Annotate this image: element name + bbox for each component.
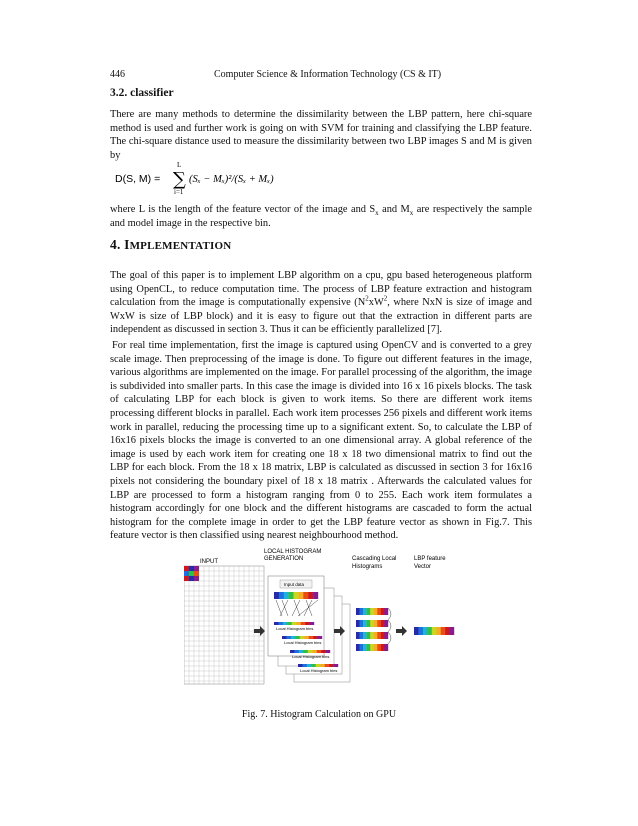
input-data-spectrum	[303, 592, 308, 599]
local-bin-spectrum	[311, 664, 316, 667]
running-title: Computer Science & Information Technology (CS & IT)	[214, 69, 442, 80]
local-bin-spectrum	[312, 650, 317, 653]
cascade-histogram-bar	[363, 620, 367, 627]
paragraph-realtime-implementation: For real time implementation, first the image is captured using OpenCV and is converted to a grey scale image. Then preprocessing of the image is done. To figure out different features in the image, various algorithms are implemented on the image. For parallel processing of the algorithm, the image is subdivided into smaller parts. In this case the image is divided into 16 x 16 pixels blocks. The task of calculating LBP for each block is given to work items. So there are different work items processing different blocks in parallel. Each work item processes 256 pixels and different work items work in parallel, reducing the processing time up to a significant extent. So, to calculate the LBP of 16x16 pixels blocks the image is converted to an one dimensional array. A global reference of the image is used by each work item for creating one 18 x 18 two dimensional matrix to find out the LBP for each block. From the 18 x 18 matrix, LBP is calculated as discussed in section 3 for 16x16 pixels not considering the boundary pixel of 18 x 18 matrix . Afterwards the calculated values for LBP are processed to form a histogram ranging from 0 to 255. Each work item formulates a histogram accordingly for one block and the different histograms are cascaded to form the actual histogram for the complete image in order to get the LBP feature vector as shown in Fig.7. This feature vector is then classified using nearest neighbourhood method.	[110, 340, 532, 542]
local-bin-spectrum	[318, 636, 323, 639]
formula-sigma: ∑	[173, 169, 186, 190]
lbp-vector-bar	[423, 627, 428, 635]
cascading-histograms	[356, 608, 388, 651]
cascade-histogram-bar	[360, 608, 364, 615]
local-bin-spectrum	[300, 636, 305, 639]
input-pixel-block	[189, 576, 194, 581]
cascade-histogram-bar	[356, 620, 360, 627]
cascade-histogram-bar	[356, 632, 360, 639]
input-image-grid	[184, 566, 264, 684]
cascade-histogram-bar	[363, 608, 367, 615]
cascade-histogram-bar	[381, 608, 385, 615]
local-bin-spectrum	[282, 636, 287, 639]
paragraph-goal: The goal of this paper is to implement LBP algorithm on a cpu, gpu based heterogeneous platform using OpenCL, to reduce computation time. The process of LBP feature extraction and histogram calculation from the image is computationally expensive ($N^2xW^2$, where NxN is size of image and WxW is size of LBP block) and it is easy to figure out that the extraction in different parts are independent as discussed in section 3. Thus it can be efficiently parallelized [7].	[110, 270, 532, 336]
local-bin-spectrum	[308, 650, 313, 653]
local-bin-label: Local Histogram bins	[276, 626, 314, 631]
input-data-spectrum	[279, 592, 284, 599]
input-pixel-block	[189, 571, 194, 576]
label-local-histogram-1: LOCAL HISTOGRAM	[264, 549, 322, 555]
lbp-feature-vector	[414, 627, 454, 635]
input-data-spectrum	[284, 592, 289, 599]
local-bin-spectrum	[307, 664, 312, 667]
formula-sum-lower: i=1	[174, 188, 184, 196]
section-heading-3-2: 3.2. classifier	[110, 87, 174, 99]
cascade-histogram-bar	[370, 644, 374, 651]
cascade-histogram-bar	[356, 644, 360, 651]
cascade-histogram-bar	[377, 632, 381, 639]
cascade-histogram-bar	[356, 608, 360, 615]
lbp-vector-bar	[450, 627, 455, 635]
input-data-spectrum	[313, 592, 318, 599]
local-bin-spectrum	[317, 650, 322, 653]
page-number: 446	[110, 69, 125, 80]
cascade-histogram-bar	[374, 608, 378, 615]
cascade-histogram-bar	[367, 620, 371, 627]
local-bin-spectrum	[287, 622, 292, 625]
cascade-histogram-bar	[363, 632, 367, 639]
local-bin-spectrum	[294, 650, 299, 653]
local-bin-spectrum	[292, 622, 297, 625]
lbp-vector-bar	[445, 627, 450, 635]
local-bin-spectrum	[313, 636, 318, 639]
input-pixel-block	[194, 566, 199, 571]
cascade-histogram-bar	[367, 644, 371, 651]
input-pixel-block	[184, 571, 189, 576]
cascade-histogram-bar	[360, 632, 364, 639]
cascade-histogram-bar	[381, 644, 385, 651]
cascade-histogram-bar	[377, 620, 381, 627]
local-bin-spectrum	[316, 664, 321, 667]
local-bin-spectrum	[295, 636, 300, 639]
local-bin-spectrum	[309, 636, 314, 639]
formula-sum-upper: L	[177, 161, 182, 169]
label-lbp-feature-1: LBP feature	[414, 556, 446, 562]
input-data-spectrum	[274, 592, 279, 599]
lbp-vector-bar	[432, 627, 437, 635]
arrow-icon	[396, 626, 407, 636]
local-bin-spectrum	[299, 650, 304, 653]
cascade-histogram-bar	[367, 608, 371, 615]
figure-histogram-gpu	[184, 546, 474, 686]
cascade-histogram-bar	[374, 632, 378, 639]
formula-lhs: D(S, M) =	[115, 173, 161, 185]
local-bin-spectrum	[278, 622, 283, 625]
cascade-histogram-bar	[360, 644, 364, 651]
local-bin-spectrum	[305, 622, 310, 625]
cascade-histogram-bar	[381, 620, 385, 627]
local-bin-spectrum	[329, 664, 334, 667]
cascade-histogram-bar	[384, 608, 388, 615]
cascade-histogram-bar	[381, 632, 385, 639]
lbp-vector-bar	[441, 627, 446, 635]
local-bin-spectrum	[320, 664, 325, 667]
label-cascading-2: Histograms	[352, 564, 383, 570]
cascade-histogram-bar	[384, 620, 388, 627]
lbp-vector-bar	[436, 627, 441, 635]
local-bin-label: Local Histogram bins	[292, 654, 330, 659]
local-bin-spectrum	[302, 664, 307, 667]
local-bin-spectrum	[291, 636, 296, 639]
local-bin-spectrum	[303, 650, 308, 653]
local-bin-label: Local Histogram bins	[300, 668, 338, 673]
cascade-histogram-bar	[374, 644, 378, 651]
local-bin-spectrum	[325, 664, 330, 667]
local-bin-spectrum	[286, 636, 291, 639]
cascade-histogram-bar	[360, 620, 364, 627]
cascade-histogram-bar	[370, 632, 374, 639]
label-input-data: Input data	[284, 582, 305, 587]
cascade-histogram-bar	[367, 632, 371, 639]
cascade-histogram-bar	[384, 632, 388, 639]
input-data-spectrum	[289, 592, 294, 599]
paragraph-where: where L is the length of the feature vector of the image and $S_x$ and $M_x$ are respectively the sample and model image in the respective bin.	[110, 204, 532, 229]
local-bin-spectrum	[290, 650, 295, 653]
paragraph-classifier: There are many methods to determine the dissimilarity between the LBP pattern, here chi-square method is used and further work is going on with SVM for training and classifying the LBP feature. The chi-square distance used to measure the dissimilarity between two LBP images S and M is given by	[110, 109, 532, 161]
input-pixel-block	[194, 576, 199, 581]
local-bin-spectrum	[334, 664, 339, 667]
chi-square-formula	[113, 160, 313, 196]
label-local-histogram-2: GENERATION	[264, 556, 304, 562]
local-bin-spectrum	[321, 650, 326, 653]
local-bin-spectrum	[274, 622, 279, 625]
cascade-histogram-bar	[384, 644, 388, 651]
cascade-histogram-bar	[377, 608, 381, 615]
input-data-spectrum	[298, 592, 303, 599]
label-cascading-1: Cascading Local	[352, 556, 397, 562]
input-pixel-block	[184, 576, 189, 581]
local-bin-spectrum	[296, 622, 301, 625]
input-data-spectrum	[308, 592, 313, 599]
cascade-histogram-bar	[363, 644, 367, 651]
local-bin-spectrum	[298, 664, 303, 667]
label-lbp-feature-2: Vector	[414, 564, 432, 570]
cascade-histogram-bar	[370, 620, 374, 627]
local-bin-spectrum	[301, 622, 306, 625]
input-pixel-block	[194, 571, 199, 576]
figure-caption: Fig. 7. Histogram Calculation on GPU	[241, 709, 397, 720]
cascade-histogram-bar	[377, 644, 381, 651]
cascade-histogram-bar	[370, 608, 374, 615]
formula-body: (Sₓ − Mₓ)²/(Sₓ + Mₓ)	[189, 174, 274, 185]
input-pixel-block	[184, 566, 189, 571]
input-data-spectrum	[294, 592, 299, 599]
cascade-histogram-bar	[374, 620, 378, 627]
input-pixel-block	[189, 566, 194, 571]
local-bin-spectrum	[304, 636, 309, 639]
section-heading-4: 4. IMPLEMENTATION	[110, 237, 232, 252]
lbp-vector-bar	[414, 627, 419, 635]
local-bin-spectrum	[326, 650, 331, 653]
local-bin-spectrum	[283, 622, 288, 625]
local-bin-spectrum	[310, 622, 315, 625]
lbp-vector-bar	[427, 627, 432, 635]
local-bin-label: Local Histogram bins	[284, 640, 322, 645]
label-input: INPUT	[200, 559, 218, 565]
lbp-vector-bar	[418, 627, 423, 635]
